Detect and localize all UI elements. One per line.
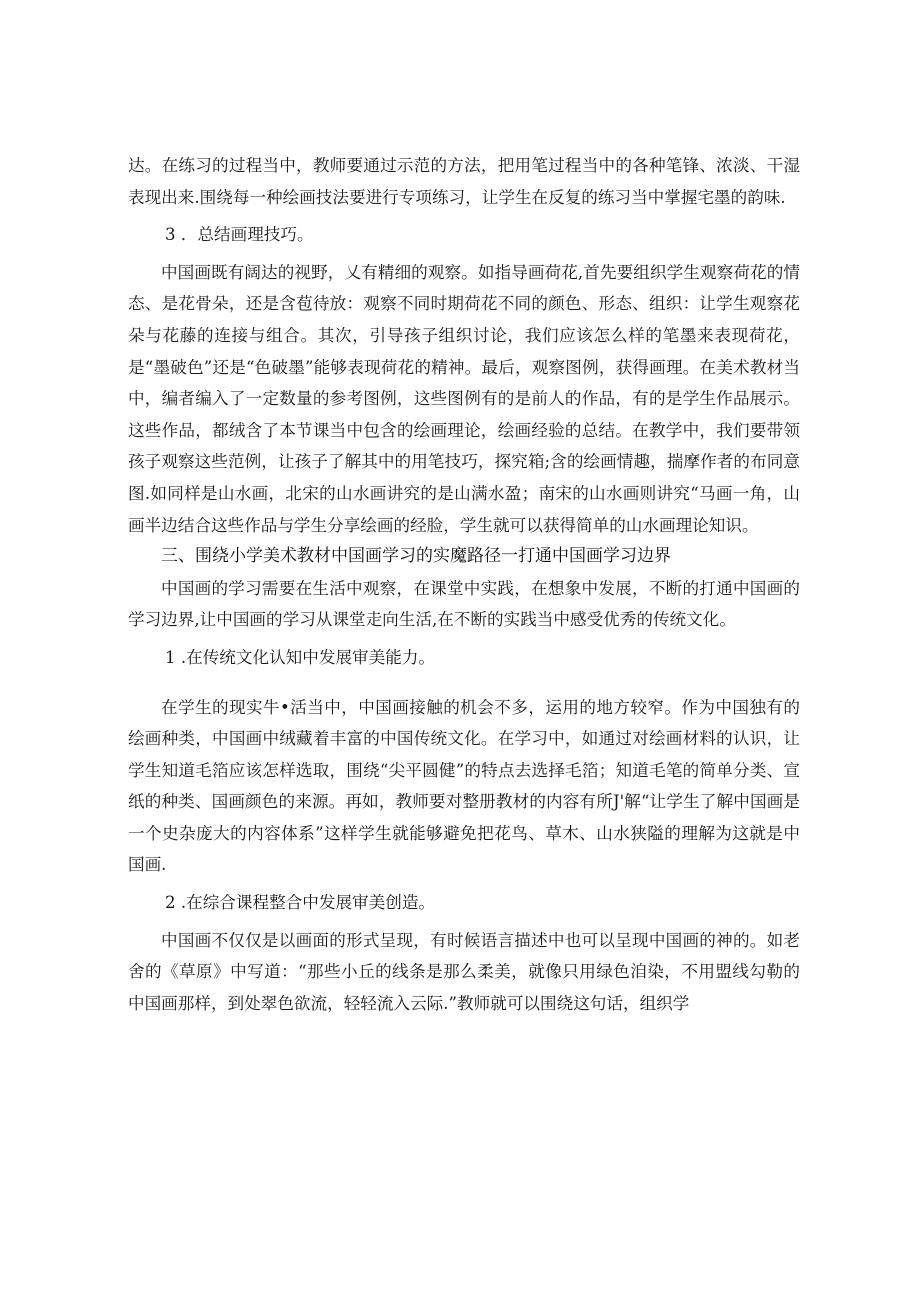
paragraph-culture: 在学生的现实牛•活当中，中国画接触的机会不多，运用的地方较窄。作为中国独有的绘画种类，中国画中绒藏着丰富的中国传统文化。在学习中，如通过对绘画材料的认识，让学生知道毛箔应该怎样选取，围绕“尖平圆健”的特点去选择毛箔；知道毛笔的简单分类、宣纸的种类、国画颜色的来源。再如，教师要对整册教材的内容有所J'解“让学生了解中国画是一个史杂庞大的内容体系”这样学生就能够避免把花鸟、草木、山水狭隘的理解为这就是中国画. [128, 697, 800, 875]
section-heading-3: 三、围绕小学美术教材中国画学习的实魔路径一打通中国画学习边界 [161, 546, 671, 567]
list-item-3: 3 ．总结画理技巧。 [165, 225, 314, 245]
paragraph-lotus: 中国画既有阔达的视野，乂有精细的观察。如指导画荷花,首先要组织学生观察荷花的情态、是花骨朵，还是含苞待放：观察不同时期荷花不同的颜色、形态、组织：让学生观察花朵与花藤的连接与组合。其次，引导孩子组织讨论，我们应该怎么样的笔墨来表现荷花，是“墨破色”还是“色破墨”能够表现荷花的精神。最后，观察图例，获得画理。在美术教材当中，编者编入了一定数量的参考图例，这些图例有的是前人的作品，有的是学生作品展示。这些作品，都绒含了本节课当中包含的绘画理论，绘画经验的总结。在教学中，我们要带领孩子观察这些范例，让孩子了解其中的用笔技巧，探究箱;含的绘画情趣，揣摩作者的布同意图.如同样是山水画，北宋的山水画讲究的是山满水盈；南宋的山水画则讲究“马画一角，山画半边结合这些作品与学生分享绘画的经脸，学生就可以获得简单的山水画理论知识。 [128, 262, 800, 535]
document-page [128, 150, 800, 1019]
paragraph-section-intro: 中国画的学习需要在生活中观察，在课堂中实践，在想象中发展，不断的打通中国画的学习边界,让中国画的学习从课堂走向生活,在不断的实践当中感受优秀的传统文化。 [128, 578, 800, 630]
list-item-1: 1 .在传统文化认知中发展审美能力。 [165, 647, 436, 667]
list-item-2: 2 .在综合课程整合中发展审美创造。 [165, 893, 436, 913]
paragraph-continuation: 达。在练习的过程当中，教师要通过示范的方法，把用笔过程当中的各种笔锋、浓淡、干湿表现出来.围绕每一种绘画技法要进行专项练习，让学生在反复的练习当中掌握宅墨的韵味. [128, 156, 800, 207]
paragraph-integration: 中国画不仅仅是以画面的形式呈现，有时候语言描述中也可以呈现中国画的神的。如老舍的《草原》中写道：“那些小丘的线条是那么柔美，就像只用绿色洎染，不用盟线勾勒的中国画那样，到处翠色欲流，轻轻流入云际.”教师就可以围绕这句话，组织学 [128, 930, 800, 1013]
